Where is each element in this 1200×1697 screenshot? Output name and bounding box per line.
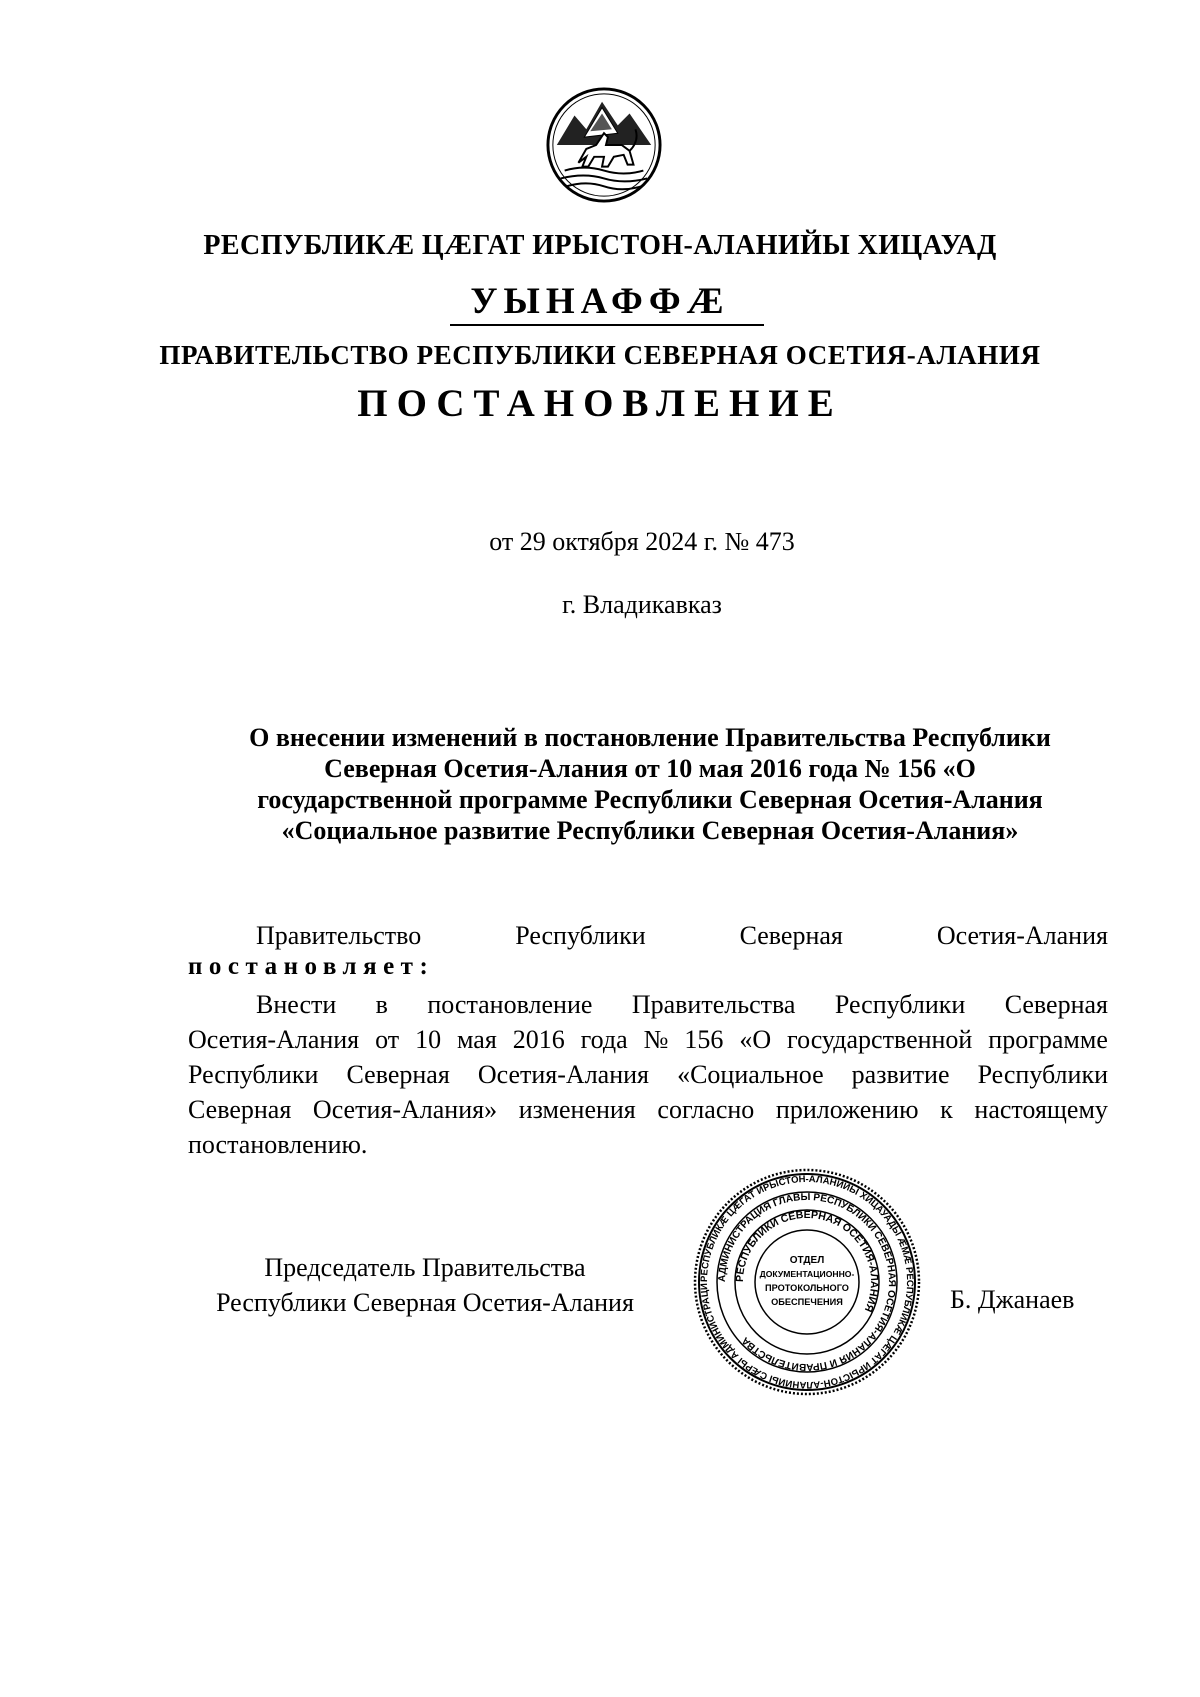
intro-word: Осетия-Алания	[936, 921, 1108, 950]
paragraph-line	[188, 1057, 1108, 1092]
paragraph-word: Республики	[834, 990, 966, 1019]
paragraph-word: Осетия-Алания»	[312, 1095, 498, 1124]
paragraph-line	[188, 1022, 1108, 1057]
signatory-position-line: Председатель Правительства	[264, 1253, 586, 1282]
signatory-position	[185, 1250, 665, 1320]
paragraph-word: постановление	[427, 990, 593, 1019]
ossetian-document-type: УЫНАФФÆ	[470, 281, 730, 322]
paragraph-word: «Социальное	[677, 1060, 824, 1089]
signatory-name: Б. Джанаев	[950, 1285, 1075, 1314]
paragraph-word: в	[375, 990, 388, 1019]
paragraph-word: государственной	[787, 1025, 973, 1054]
city: г. Владикавказ	[562, 590, 722, 619]
russian-government-heading: ПРАВИТЕЛЬСТВО РЕСПУБЛИКИ СЕВЕРНАЯ ОСЕТИЯ-АЛАНИЯ	[159, 340, 1041, 370]
paragraph-word: «О	[739, 1025, 772, 1054]
paragraph-word: приложению	[775, 1095, 919, 1124]
paragraph-word: развитие	[851, 1060, 950, 1089]
resolves-word: постановляет:	[188, 953, 435, 980]
title-line: Северная Осетия-Алания от 10 мая 2016 года № 156 «О	[324, 754, 976, 783]
paragraph-word: года	[580, 1025, 628, 1054]
ossetian-government-heading: РЕСПУБЛИКÆ ЦÆГАТ ИРЫСТОН-АЛАНИЙЫ ХИЦАУАД	[203, 230, 997, 261]
stamp-center-line: ОТДЕЛ	[789, 1255, 825, 1266]
svg-text:РЕСПУБЛИКÆ ЦÆГАТ ИРЫСТОН-АЛАНИ	[699, 1174, 915, 1390]
stamp-outer-ring-text: РЕСПУБЛИКÆ ЦÆГАТ ИРЫСТОН-АЛАНИЙЫ ХИЦАУАДЫ ÆМÆ РЕСПУБЛИКÆ ЦÆГАТ ИРЫСТОН-АЛАНИЙЫ СÆРЫ АДМИНИСТРАЦИ	[698, 1173, 916, 1391]
paragraph-word: 156	[684, 1025, 724, 1054]
stamp-center-line: ДОКУМЕНТАЦИОННО-	[759, 1269, 855, 1279]
paragraph-line	[188, 1092, 1108, 1127]
date-and-number: от 29 октября 2024 г. № 473	[489, 527, 795, 556]
signatory-position-line: Республики Северная Осетия-Алания	[216, 1288, 634, 1317]
paragraph-word: Республики	[188, 1060, 319, 1089]
resolution-title	[180, 722, 1120, 846]
paragraph-word: Республики	[977, 1060, 1108, 1089]
paragraph-word: мая	[457, 1025, 497, 1054]
intro-word: Правительство	[256, 921, 422, 950]
title-line: О внесении изменений в постановление Правительства Республики	[249, 723, 1051, 752]
paragraph-word: №	[643, 1025, 669, 1054]
intro-line	[188, 918, 1108, 953]
stamp-center-line: ОБЕСПЕЧЕНИЯ	[771, 1297, 843, 1307]
paragraph-word: от	[375, 1025, 400, 1054]
stamp-inner-ring-text: РЕСПУБЛИКИ СЕВЕРНАЯ ОСЕТИЯ-АЛАНИЯ	[733, 1208, 881, 1314]
coat-of-arms-emblem	[545, 86, 663, 204]
paragraph-word: программе	[988, 1025, 1108, 1054]
paragraph-word: согласно	[657, 1095, 755, 1124]
paragraph-word: Северная	[346, 1060, 450, 1089]
russian-document-type: ПОСТАНОВЛЕНИЕ	[357, 382, 843, 425]
resolution-paragraph	[188, 987, 1108, 1162]
paragraph-word: Северная	[1004, 990, 1108, 1019]
paragraph-word: Осетия-Алания	[188, 1025, 360, 1054]
paragraph-word: 10	[415, 1025, 442, 1054]
paragraph-word: Правительства	[631, 990, 796, 1019]
paragraph-word: к	[940, 1095, 953, 1124]
paragraph-word: настоящему	[974, 1095, 1108, 1124]
official-stamp	[692, 1167, 922, 1397]
intro-word: Северная	[739, 921, 843, 950]
stamp-middle-ring-text: АДМИНИСТРАЦИЯ ГЛАВЫ РЕСПУБЛИКИ СЕВЕРНАЯ ОСЕТИЯ-АЛАНИЯ И ПРАВИТЕЛЬСТВА	[716, 1191, 898, 1373]
title-line: «Социальное развитие Республики Северная Осетия-Алания»	[281, 816, 1019, 845]
paragraph-word: изменения	[518, 1095, 636, 1124]
stamp-center-line: ПРОТОКОЛЬНОГО	[765, 1283, 849, 1293]
paragraph-line: постановлению.	[188, 1130, 368, 1159]
paragraph-word: Осетия-Алания	[477, 1060, 649, 1089]
paragraph-word: 2016	[512, 1025, 565, 1054]
intro-word: Республики	[515, 921, 646, 950]
header-divider	[450, 324, 764, 326]
title-line: государственной программе Республики Северная Осетия-Алания	[257, 785, 1043, 814]
paragraph-word: Северная	[188, 1095, 292, 1124]
paragraph-line	[188, 987, 1108, 1022]
paragraph-word: Внести	[256, 990, 337, 1019]
